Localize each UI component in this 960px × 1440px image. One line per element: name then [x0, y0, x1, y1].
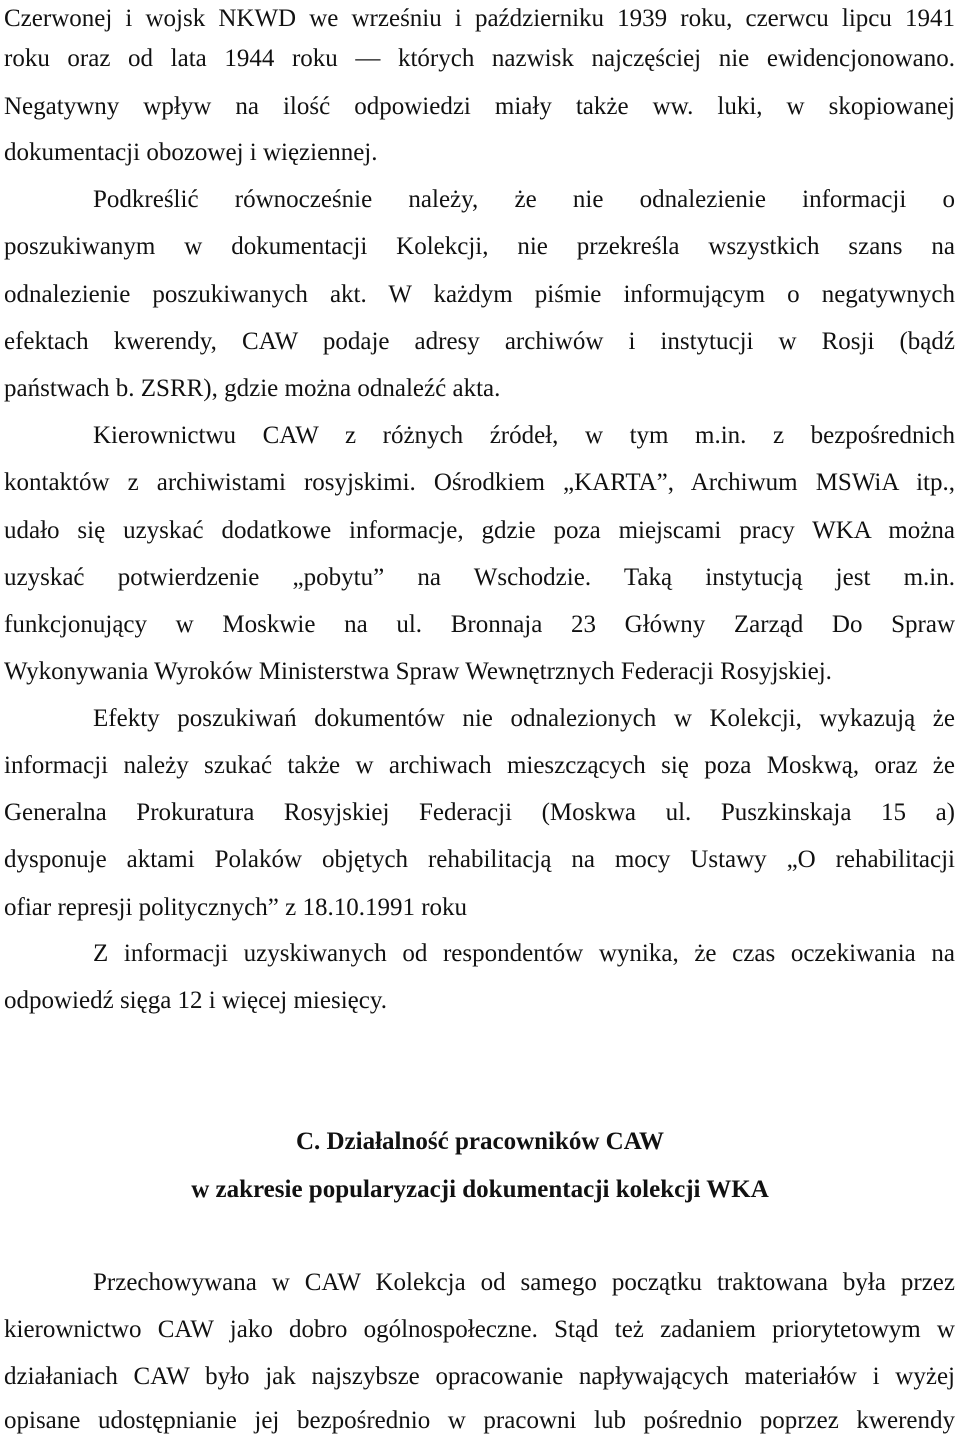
text-line: Negatywny wpływ na ilość odpowiedzi miały także ww. luki, w skopiowanej: [4, 93, 955, 120]
text-line: udało się uzyskać dodatkowe informacje, gdzie poza miejscami pracy WKA można: [4, 517, 955, 544]
text-line: dysponuje aktami Polaków objętych rehabilitacją na mocy Ustawy „O rehabilitacji: [4, 846, 955, 873]
section-subheading: w zakresie popularyzacji dokumentacji kolekcji WKA: [191, 1176, 769, 1203]
text-line: ofiar represji politycznych” z 18.10.1991 roku: [4, 894, 468, 921]
text-line: opisane udostępnianie jej bezpośrednio w pracowni lub pośrednio poprzez kwerendy: [4, 1407, 955, 1434]
text-line: efektach kwerendy, CAW podaje adresy archiwów i instytucji w Rosji (bądź: [4, 328, 955, 355]
text-line: państwach b. ZSRR), gdzie można odnaleźć akta.: [4, 375, 501, 402]
text-line: odpowiedź sięga 12 i więcej miesięcy.: [4, 987, 387, 1014]
text-line: Kierownictwu CAW z różnych źródeł, w tym m.in. z bezpośrednich: [93, 422, 955, 449]
text-line: funkcjonujący w Moskwie na ul. Bronnaja 23 Główny Zarząd Do Spraw: [4, 611, 955, 638]
text-line: działaniach CAW było jak najszybsze opracowanie napływających materiałów i wyżej: [4, 1363, 955, 1390]
text-line: uzyskać potwierdzenie „pobytu” na Wschodzie. Taką instytucją jest m.in.: [4, 564, 955, 591]
text-line: Podkreślić równocześnie należy, że nie odnalezienie informacji o: [93, 186, 955, 213]
text-line: Generalna Prokuratura Rosyjskiej Federacji (Moskwa ul. Puszkinskaja 15 a): [4, 799, 955, 826]
text-line: odnalezienie poszukiwanych akt. W każdym piśmie informującym o negatywnych: [4, 281, 955, 308]
text-line: kontaktów z archiwistami rosyjskimi. Ośrodkiem „KARTA”, Archiwum MSWiA itp.,: [4, 469, 955, 496]
text-line: dokumentacji obozowej i więziennej.: [4, 139, 378, 166]
section-heading: C. Działalność pracowników CAW: [295, 1128, 665, 1155]
text-line: poszukiwanym w dokumentacji Kolekcji, nie przekreśla wszystkich szans na: [4, 233, 955, 260]
text-line: informacji należy szukać także w archiwach mieszczących się poza Moskwą, oraz że: [4, 752, 955, 779]
text-line: roku oraz od lata 1944 roku — których nazwisk najczęściej nie ewidencjonowano.: [4, 45, 955, 72]
text-line: Czerwonej i wojsk NKWD we wrześniu i październiku 1939 roku, czerwcu lipcu 1941: [4, 5, 955, 32]
text-line: Efekty poszukiwań dokumentów nie odnalezionych w Kolekcji, wykazują że: [93, 705, 955, 732]
text-line: kierownictwo CAW jako dobro ogólnospołeczne. Stąd też zadaniem priorytetowym w: [4, 1316, 955, 1343]
text-line: Wykonywania Wyroków Ministerstwa Spraw Wewnętrznych Federacji Rosyjskiej.: [4, 658, 832, 685]
text-line: Przechowywana w CAW Kolekcja od samego początku traktowana była przez: [93, 1269, 955, 1296]
text-line: Z informacji uzyskiwanych od respondentów wynika, że czas oczekiwania na: [93, 940, 955, 967]
